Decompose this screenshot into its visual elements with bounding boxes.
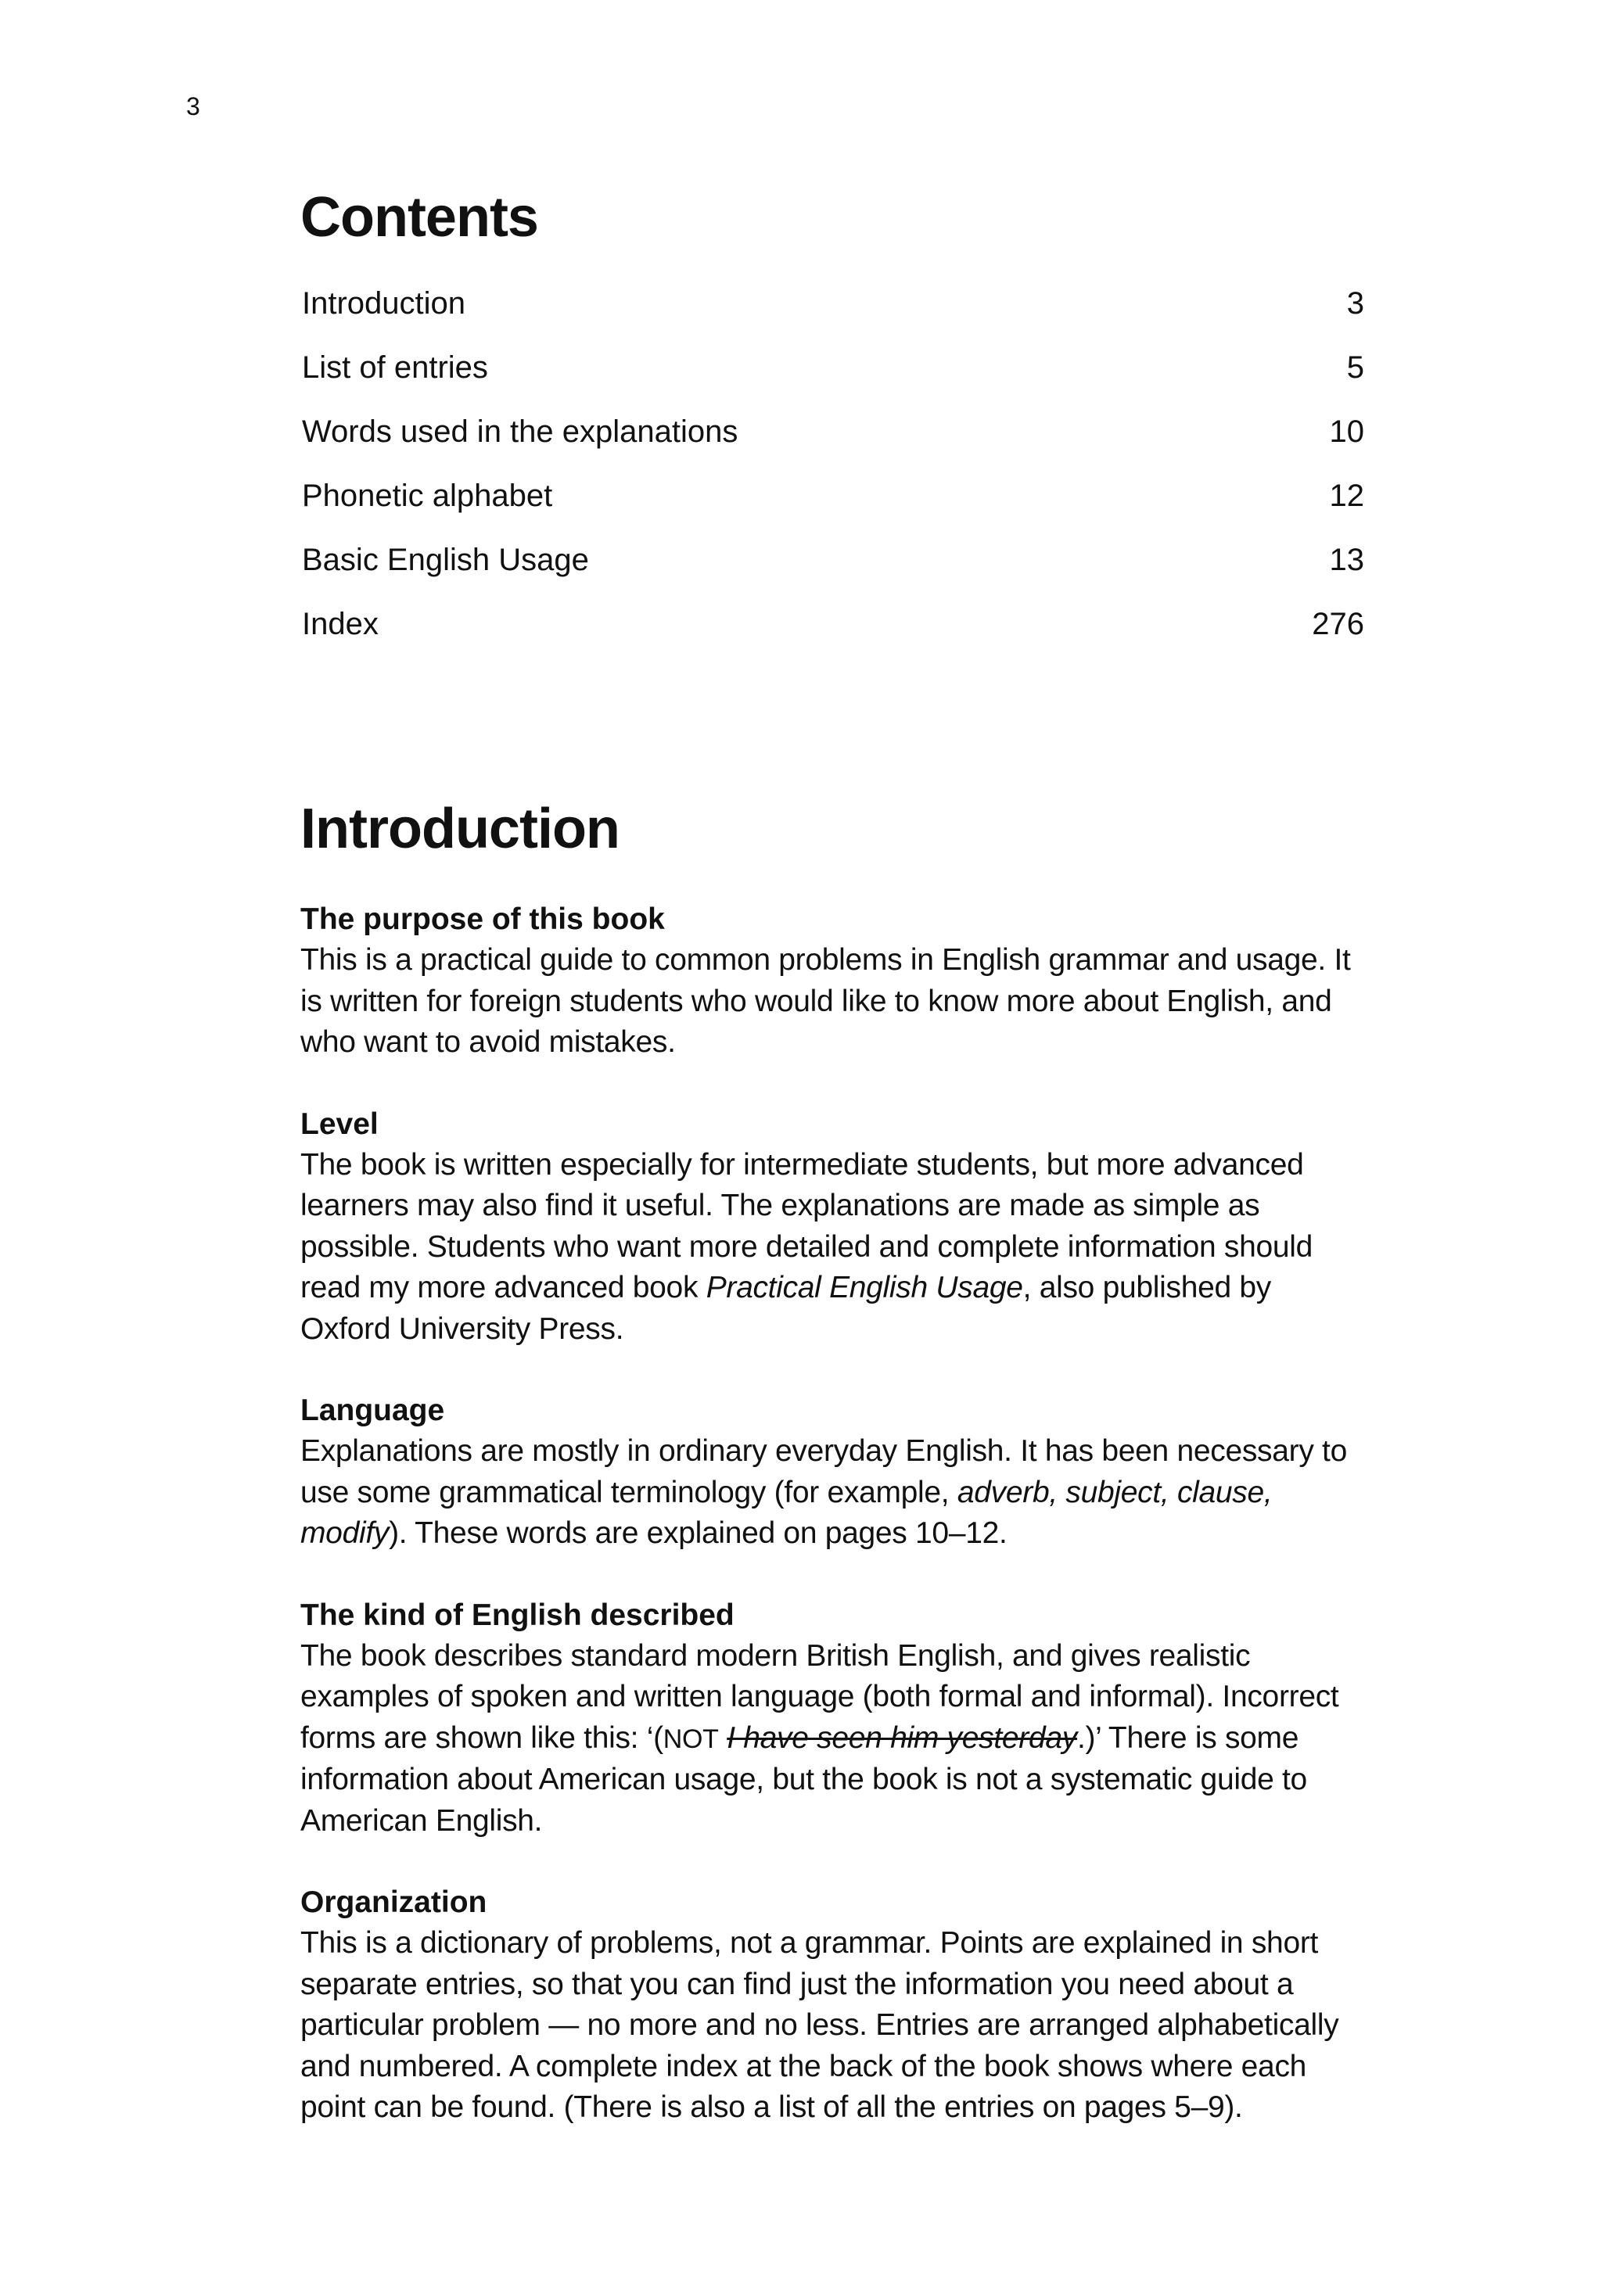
body-text: The book describes standard modern British English, and gives realistic examples of spoken and written language (both formal and informal). Incorrect forms are shown like this: ‘( (300, 1638, 1339, 1755)
toc-entry (302, 605, 1364, 669)
body-text: ). These words are explained on pages 10–12. (389, 1516, 1008, 1550)
section-body: This is a practical guide to common problems in English grammar and usage. It is written for foreign students who would like to know more about English, and who want to avoid mistakes. (300, 943, 1351, 1059)
toc-entry-page: 5 (1346, 350, 1364, 385)
toc-entry-label: Phonetic alphabet (302, 479, 553, 513)
section-organization (300, 1882, 1364, 2129)
introduction-heading: Introduction (300, 798, 620, 860)
introduction-sections (300, 899, 1364, 2169)
body-text: There is some information about American usage, but the book is not a systematic guide to American English. (300, 1720, 1307, 1838)
toc-entry-page: 12 (1329, 479, 1364, 513)
section-title: The purpose of this book (300, 902, 665, 936)
table-of-contents (302, 285, 1364, 669)
not-label: NOT (663, 1724, 719, 1754)
section-title: Level (300, 1107, 379, 1141)
toc-entry-page: 10 (1329, 414, 1364, 449)
incorrect-example: I have seen him yesterday (727, 1720, 1077, 1755)
toc-entry-label: List of entries (302, 350, 488, 385)
toc-entry-page: 13 (1329, 543, 1364, 577)
section-level (300, 1104, 1364, 1351)
section-title: Organization (300, 1885, 487, 1919)
section-title: Language (300, 1394, 445, 1427)
section-body: This is a dictionary of problems, not a grammar. Points are explained in short separate entries, so that you can find just the information you need about a particular problem — no more and no less. Entries are arranged alphabetically and numbered. A complete index at the back of the book shows where each point can be found. (There is also a list of all the entries on pages 5–9). (300, 1926, 1339, 2124)
section-body (300, 1636, 1364, 1842)
section-purpose (300, 899, 1364, 1064)
toc-entry-label: Introduction (302, 286, 466, 321)
section-kind-of-english (300, 1595, 1364, 1842)
toc-entry (302, 349, 1364, 413)
toc-entry-page: 276 (1312, 607, 1364, 641)
toc-entry (302, 477, 1364, 541)
contents-heading: Contents (300, 186, 538, 249)
toc-entry (302, 541, 1364, 605)
toc-entry-label: Index (302, 607, 379, 641)
book-title: Practical English Usage (706, 1271, 1023, 1304)
section-body (300, 1431, 1364, 1555)
section-title: The kind of English described (300, 1598, 735, 1632)
terminology-terms: adverb, subject, clause, modify (300, 1475, 1273, 1550)
body-text: The book is written especially for intermediate students, but more advanced learners may also find it useful. The explanations are made as simple as possible. Students who want more detailed and complete information should read my more advanced book (300, 1147, 1313, 1304)
toc-entry (302, 285, 1364, 349)
body-text: .)’ (1076, 1720, 1101, 1755)
body-text: Explanations are mostly in ordinary everyday English. It has been necessary to use some grammatical terminology (for example, (300, 1434, 1347, 1509)
page-number: 3 (186, 92, 200, 120)
body-text: , also published by Oxford University Press. (300, 1271, 1272, 1346)
toc-entry (302, 413, 1364, 477)
toc-entry-page: 3 (1346, 286, 1364, 321)
section-language (300, 1390, 1364, 1555)
toc-entry-label: Words used in the explanations (302, 414, 738, 449)
toc-entry-label: Basic English Usage (302, 543, 589, 577)
section-body (300, 1145, 1364, 1351)
